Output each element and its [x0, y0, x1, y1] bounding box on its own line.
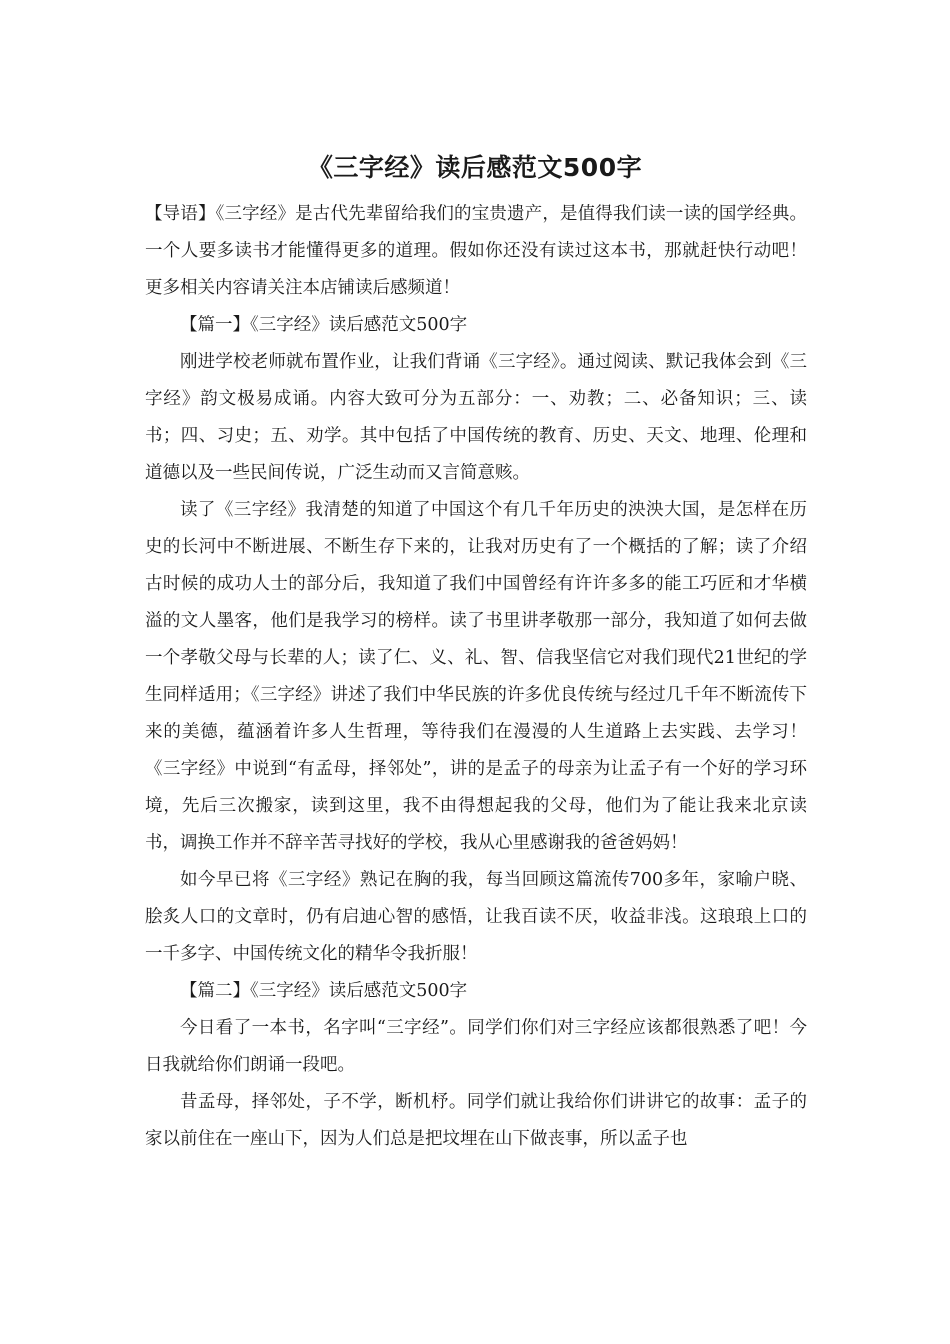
section-1-paragraph-1: 刚进学校老师就布置作业，让我们背诵《三字经》。通过阅读、默记我体会到《三字经》韵文极易成诵。内容大致可分为五部分：一、劝教；二、必备知识；三、读书；四、习史；五、劝学。其中包括了中国传统的教育、历史、天文、地理、伦理和道德以及一些民间传说，广泛生动而又言简意赅。: [145, 352, 807, 483]
section-2-paragraph-2: 昔孟母，择邻处，子不学，断机杼。同学们就让我给你们讲讲它的故事：孟子的家以前住在一座山下，因为人们总是把坟埋在山下做丧事，所以孟子也: [145, 1092, 807, 1149]
section-1-paragraph-3: 如今早已将《三字经》熟记在胸的我，每当回顾这篇流传700多年，家喻户晓、脍炙人口的文章时，仍有启迪心智的感悟，让我百读不厌，收益非浅。这琅琅上口的一千多字、中国传统文化的精华令我折服！: [145, 870, 807, 964]
section-2-paragraph-1: 今日看了一本书，名字叫“三字经”。同学们你们对三字经应该都很熟悉了吧！今日我就给你们朗诵一段吧。: [145, 1018, 807, 1075]
document-title: 《三字经》读后感范文500字: [307, 153, 643, 182]
section-2-heading: 【篇二】《三字经》读后感范文500字: [180, 981, 468, 1001]
section-1-paragraph-2: 读了《三字经》我清楚的知道了中国这个有几千年历史的泱泱大国，是怎样在历史的长河中不断进展、不断生存下来的，让我对历史有了一个概括的了解；读了介绍古时候的成功人士的部分后，我知道了我们中国曾经有许许多多的能工巧匠和才华横溢的文人墨客，他们是我学习的榜样。读了书里讲孝敬那一部分，我知道了如何去做一个孝敬父母与长辈的人；读了仁、义、礼、智、信我坚信它对我们现代21世纪的学生同样适用；《三字经》讲述了我们中华民族的许多优良传统与经过几千年不断流传下来的美德，蕴涵着许多人生哲理，等待我们在漫漫的人生道路上去实践、去学习！《三字经》中说到“有孟母，择邻处”，讲的是孟子的母亲为让孟子有一个好的学习环境，先后三次搬家，读到这里，我不由得想起我的父母，他们为了能让我来北京读书，调换工作并不辞辛苦寻找好的学校，我从心里感谢我的爸爸妈妈！: [145, 500, 807, 853]
intro-paragraph: 【导语】《三字经》是古代先辈留给我们的宝贵遗产，是值得我们读一读的国学经典。一个人要多读书才能懂得更多的道理。假如你还没有读过这本书，那就赶快行动吧！更多相关内容请关注本店铺读后感频道！: [145, 204, 807, 298]
section-1-heading: 【篇一】《三字经》读后感范文500字: [180, 315, 468, 335]
document-body: [145, 196, 807, 1158]
